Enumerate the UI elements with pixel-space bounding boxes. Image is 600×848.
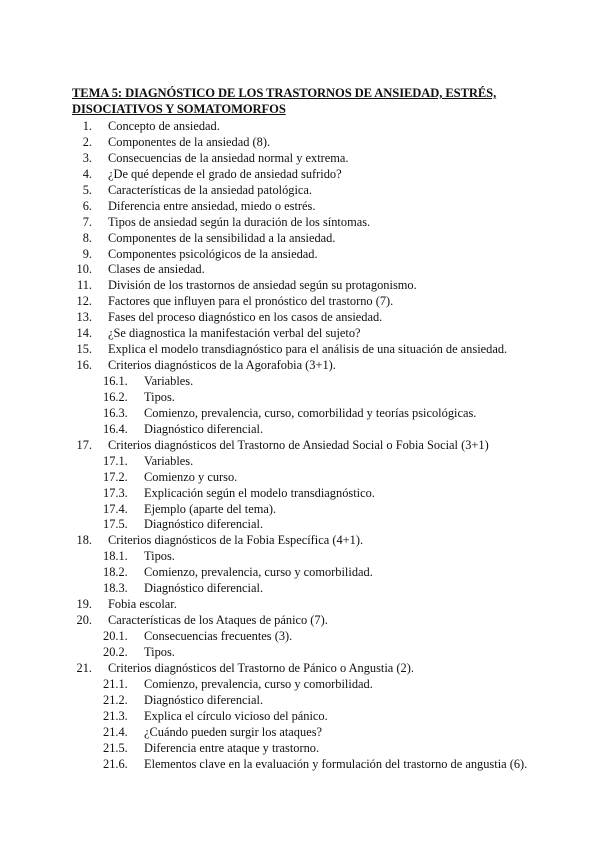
sub-list-item: [0, 469, 600, 485]
sub-list-item: [0, 501, 600, 517]
item-number: 17.1.: [103, 453, 128, 468]
item-text: Variables.: [144, 453, 194, 468]
item-number: 2.: [82, 134, 92, 149]
item-text: Tipos.: [144, 389, 175, 404]
item-number: 10.: [76, 262, 92, 277]
item-text: Diagnóstico diferencial.: [144, 517, 264, 532]
item-number: 11.: [76, 278, 92, 293]
item-text: Comienzo, prevalencia, curso y comorbilidad.: [144, 565, 373, 580]
item-text: Componentes psicológicos de la ansiedad.: [108, 246, 318, 261]
item-text: Ejemplo (aparte del tema).: [144, 501, 277, 516]
item-number: 13.: [76, 310, 92, 325]
sub-list-item: [0, 740, 600, 756]
item-number: 17.3.: [103, 485, 128, 500]
item-text: Diagnóstico diferencial.: [144, 692, 264, 707]
item-text: Comienzo, prevalencia, curso, comorbilidad y teorías psicológicas.: [144, 405, 477, 420]
item-number: 21.1.: [103, 676, 128, 691]
item-number: 5.: [82, 182, 92, 197]
item-number: 20.: [76, 613, 92, 628]
item-number: 20.1.: [103, 629, 128, 643]
item-text: Explicación según el modelo transdiagnóstico.: [144, 485, 375, 500]
list-item: [0, 150, 600, 166]
list-item: [0, 357, 600, 373]
item-text: Fobia escolar.: [108, 597, 177, 612]
sub-list-item: [0, 676, 600, 692]
item-number: 17.5.: [103, 517, 128, 532]
item-text: Características de los Ataques de pánico (7).: [108, 613, 328, 628]
item-text: Diagnóstico diferencial.: [144, 581, 264, 596]
sub-list-item: [0, 548, 600, 564]
list-item: [0, 325, 600, 341]
list-item: [0, 230, 600, 246]
item-text: Diagnóstico diferencial.: [144, 421, 264, 436]
sub-list-item: [0, 405, 600, 421]
item-text: Criterios diagnósticos del Trastorno de Ansiedad Social o Fobia Social (3+1): [108, 437, 489, 452]
sub-list-item: [0, 628, 600, 644]
sub-list-item: [0, 692, 600, 708]
item-text: ¿De qué depende el grado de ansiedad sufrido?: [108, 166, 342, 181]
item-number: 17.2.: [103, 469, 128, 484]
item-number: 16.: [76, 358, 92, 373]
item-number: 7.: [82, 214, 92, 229]
sub-list-item: [0, 756, 600, 772]
item-text: ¿Cuándo pueden surgir los ataques?: [144, 724, 323, 739]
item-text: Explica el círculo vicioso del pánico.: [144, 708, 328, 723]
item-number: 9.: [82, 246, 92, 261]
item-text: Criterios diagnósticos de la Fobia Específica (4+1).: [108, 533, 364, 548]
list-item: [0, 118, 600, 134]
item-text: Fases del proceso diagnóstico en los casos de ansiedad.: [108, 310, 383, 325]
sub-list-item: [0, 453, 600, 469]
item-number: 14.: [76, 326, 92, 341]
sub-list-item: [0, 708, 600, 724]
item-text: Tipos.: [144, 644, 175, 659]
item-text: Explica el modelo transdiagnóstico para el análisis de una situación de ansiedad.: [108, 342, 508, 357]
list-item: [0, 612, 600, 628]
item-number: 21.: [76, 660, 92, 675]
item-text: Concepto de ansiedad.: [108, 119, 220, 133]
item-text: Clases de ansiedad.: [108, 262, 205, 277]
item-number: 8.: [82, 230, 92, 245]
item-text: ¿Se diagnostica la manifestación verbal del sujeto?: [108, 326, 361, 341]
title-line-2: DISOCIATIVOS Y SOMATOMORFOS: [72, 102, 286, 116]
list-item: [0, 261, 600, 277]
list-item: [0, 134, 600, 150]
topic-list: [0, 118, 600, 771]
item-text: Componentes de la ansiedad (8).: [108, 134, 271, 149]
list-item: [0, 277, 600, 293]
item-number: 20.2.: [103, 644, 128, 659]
item-number: 16.2.: [103, 389, 128, 404]
sub-list-item: [0, 724, 600, 740]
sub-list-item: [0, 485, 600, 501]
item-number: 21.5.: [103, 740, 128, 755]
item-number: 12.: [76, 294, 92, 309]
item-text: Comienzo y curso.: [144, 469, 238, 484]
item-number: 16.4.: [103, 421, 128, 436]
sub-list-item: [0, 564, 600, 580]
item-number: 21.4.: [103, 724, 128, 739]
item-number: 21.2.: [103, 692, 128, 707]
list-item: [0, 246, 600, 262]
list-item: [0, 166, 600, 182]
list-item: [0, 596, 600, 612]
item-number: 6.: [82, 198, 92, 213]
item-text: Tipos.: [144, 549, 175, 564]
item-number: 1.: [82, 119, 92, 133]
list-item: [0, 309, 600, 325]
item-text: Factores que influyen para el pronóstico del trastorno (7).: [108, 294, 394, 309]
item-text: Elementos clave en la evaluación y formulación del trastorno de angustia (6).: [144, 756, 528, 771]
item-number: 17.4.: [103, 501, 128, 516]
sub-list-item: [0, 373, 600, 389]
item-number: 15.: [76, 342, 92, 357]
item-number: 18.1.: [103, 549, 128, 564]
list-item: [0, 341, 600, 357]
item-number: 4.: [82, 166, 92, 181]
list-item: [0, 660, 600, 676]
item-text: Diferencia entre ansiedad, miedo o estrés.: [108, 198, 316, 213]
item-text: Características de la ansiedad patológica.: [108, 182, 313, 197]
item-number: 18.3.: [103, 581, 128, 596]
sub-list-item: [0, 516, 600, 532]
item-number: 21.6.: [103, 756, 128, 771]
list-item: [0, 214, 600, 230]
item-text: Criterios diagnósticos del Trastorno de Pánico o Angustia (2).: [108, 660, 414, 675]
sub-list-item: [0, 421, 600, 437]
item-number: 21.3.: [103, 708, 128, 723]
item-text: Consecuencias frecuentes (3).: [144, 629, 293, 643]
item-number: 18.2.: [103, 565, 128, 580]
sub-list-item: [0, 580, 600, 596]
item-text: División de los trastornos de ansiedad según su protagonismo.: [108, 278, 417, 293]
item-text: Variables.: [144, 374, 194, 388]
item-text: Tipos de ansiedad según la duración de los síntomas.: [108, 214, 371, 229]
sub-list-item: [0, 389, 600, 405]
item-text: Criterios diagnósticos de la Agorafobia (3+1).: [108, 358, 336, 373]
item-text: Componentes de la sensibilidad a la ansiedad.: [108, 230, 336, 245]
item-number: 17.: [76, 437, 92, 452]
title-line-1: TEMA 5: DIAGNÓSTICO DE LOS TRASTORNOS DE ANSIEDAD, ESTRÉS,: [72, 86, 497, 100]
item-number: 19.: [76, 597, 92, 612]
item-text: Comienzo, prevalencia, curso y comorbilidad.: [144, 676, 373, 691]
item-number: 18.: [76, 533, 92, 548]
list-item: [0, 437, 600, 453]
item-number: 16.1.: [103, 374, 128, 388]
list-item: [0, 198, 600, 214]
item-number: 16.3.: [103, 405, 128, 420]
list-item: [0, 293, 600, 309]
list-item: [0, 182, 600, 198]
list-item: [0, 532, 600, 548]
sub-list-item: [0, 644, 600, 660]
item-number: 3.: [82, 150, 92, 165]
document-title: [72, 85, 532, 117]
item-text: Diferencia entre ataque y trastorno.: [144, 740, 320, 755]
item-text: Consecuencias de la ansiedad normal y extrema.: [108, 150, 349, 165]
